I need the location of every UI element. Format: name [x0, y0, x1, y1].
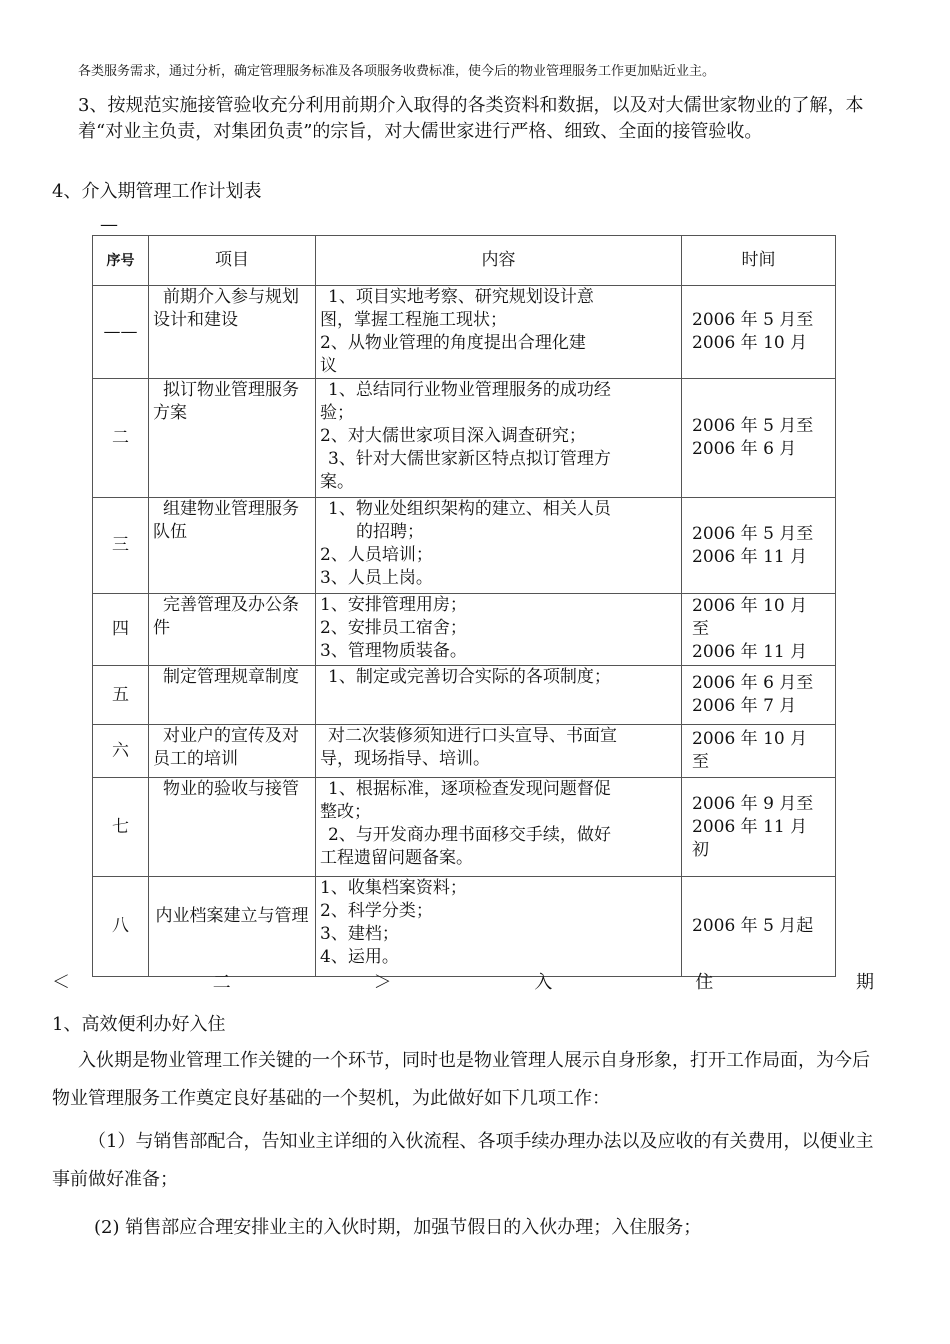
- heading-char: 住: [695, 972, 714, 993]
- time-line: 2006 年 5 月至: [692, 310, 814, 330]
- content-line: 1、根据标准，逐项检查发现问题督促: [328, 779, 611, 799]
- time-line: 初: [692, 839, 709, 860]
- row-number: 六: [93, 725, 149, 778]
- content-line: 1、项目实地考察、研究规划设计意: [328, 287, 594, 307]
- row-time: [682, 594, 836, 666]
- intro-line: 各类服务需求，通过分析，确定管理服务标准及各项服务收费标准，使今后的物业管理服务工作更加贴近业主。: [78, 64, 716, 79]
- row-number: 五: [93, 666, 149, 725]
- row-content: [316, 498, 682, 594]
- row-number: 三: [93, 498, 149, 594]
- time-line: 2006 年 10 月: [692, 729, 808, 749]
- time-line: 2006 年 10 月: [692, 333, 808, 353]
- content-line: 整改；: [320, 802, 371, 822]
- row-time: [682, 877, 836, 977]
- row-item-text: 内业档案建立与管理: [155, 906, 309, 926]
- row-content: [316, 725, 682, 778]
- content-line: 2、科学分类；: [320, 901, 433, 921]
- row-time: [682, 498, 836, 594]
- content-line: 2、安排员工宿舍；: [320, 618, 467, 638]
- content-line: 1、总结同行业物业管理服务的成功经: [328, 380, 611, 400]
- row-number: 八: [93, 877, 149, 977]
- row-item-text: 物业的验收与接管: [163, 779, 299, 799]
- row-item: [149, 286, 316, 379]
- content-line: 1、安排管理用房；: [320, 595, 467, 615]
- row-content: [316, 778, 682, 877]
- table-row: [93, 379, 836, 498]
- table-row: [93, 286, 836, 379]
- content-line: 1、制定或完善切合实际的各项制度；: [328, 667, 611, 687]
- item-4-title: 4、介入期管理工作计划表: [52, 181, 262, 202]
- header-time: 时间: [682, 236, 836, 286]
- row-item: [149, 666, 316, 725]
- time-line: 2006 年 5 月起: [692, 916, 814, 936]
- table-header-row: [93, 236, 836, 286]
- row-time: [682, 286, 836, 379]
- heading-char: 期: [855, 972, 874, 993]
- row-time: [682, 725, 836, 778]
- paragraph-3: (2) 销售部应合理安排业主的入伙时期，加强节假日的入伙办理；入住服务；: [94, 1217, 702, 1238]
- row-number: 四: [93, 594, 149, 666]
- row-item: [149, 725, 316, 778]
- table-row: [93, 877, 836, 977]
- content-line: 导，现场指导、培训。: [320, 749, 490, 769]
- time-line: 2006 年 6 月: [692, 439, 797, 459]
- header-content: 内容: [316, 236, 682, 286]
- content-line: 1、物业处组织架构的建立、相关人员: [328, 499, 611, 519]
- time-line: 至: [692, 752, 709, 772]
- heading-char: ＜: [52, 972, 70, 993]
- row-item-text: 制定管理规章制度: [163, 667, 299, 687]
- row-content: [316, 666, 682, 725]
- row-content: [316, 877, 682, 977]
- heading-char: 二: [212, 972, 231, 993]
- row-item-text: 组建物业管理服务队伍: [153, 499, 299, 542]
- paragraph-1: 入伙期是物业管理工作关键的一个环节，同时也是物业管理人展示自身形象，打开工作局面，为今后物业管理服务工作奠定良好基础的一个契机，为此做好如下几项工作：: [52, 1050, 870, 1109]
- table-row: [93, 666, 836, 725]
- time-line: 2006 年 11 月: [692, 546, 808, 567]
- content-line: 工程遗留问题备案。: [320, 848, 473, 868]
- content-line: 2、从物业管理的角度提出合理化建: [320, 333, 586, 353]
- time-line: 2006 年 7 月: [692, 696, 797, 716]
- content-line: 图，掌握工程施工现状；: [320, 310, 507, 330]
- row-number: ——: [93, 286, 149, 379]
- content-line: 2、与开发商办理书面移交手续，做好: [328, 825, 611, 845]
- content-line: 1、收集档案资料；: [320, 878, 467, 898]
- row-item-text: 前期介入参与规划设计和建设: [153, 287, 299, 330]
- content-line: 对二次装修须知进行口头宣导、书面宣: [328, 726, 617, 746]
- section-2-heading: [52, 968, 874, 994]
- table-row: [93, 498, 836, 594]
- content-line: 2、对大儒世家项目深入调查研究；: [320, 426, 586, 446]
- work-plan-table: [92, 235, 836, 977]
- item-3-paragraph: 3、按规范实施接管验收充分利用前期介入取得的各类资料和数据，以及对大儒世家物业的了解，本着“对业主负责，对集团负责”的宗旨，对大儒世家进行严格、细致、全面的接管验收。: [78, 95, 864, 142]
- row-item-text: 对业户的宣传及对员工的培训: [153, 726, 299, 769]
- row-item-text: 拟订物业管理服务方案: [153, 380, 299, 423]
- row-item: [149, 498, 316, 594]
- content-line: 3、管理物质装备。: [320, 641, 467, 661]
- content-line: 3、建档；: [320, 924, 399, 944]
- row-item-text: 完善管理及办公条件: [153, 595, 299, 638]
- time-line: 2006 年 5 月至: [692, 523, 814, 544]
- content-line: 3、针对大儒世家新区特点拟订管理方: [328, 449, 611, 469]
- row-content: [316, 594, 682, 666]
- time-line: 2006 年 6 月至: [692, 673, 814, 693]
- table-row: [93, 725, 836, 778]
- time-line: 至: [692, 619, 709, 639]
- row-time: [682, 379, 836, 498]
- time-line: 2006 年 11 月: [692, 816, 808, 837]
- subsection-1-title: 1、高效便利办好入住: [52, 1014, 226, 1035]
- row-item: [149, 594, 316, 666]
- time-line: 2006 年 9 月至: [692, 793, 814, 814]
- table-row: [93, 594, 836, 666]
- heading-char: 入: [534, 972, 553, 993]
- table-row: [93, 778, 836, 877]
- header-item: 项目: [149, 236, 316, 286]
- row-item: [149, 379, 316, 498]
- row-number: 二: [93, 379, 149, 498]
- content-line: 验；: [320, 403, 354, 423]
- row-content: [316, 286, 682, 379]
- content-line: 4、运用。: [320, 947, 399, 967]
- row-item: [149, 778, 316, 877]
- paragraph-2: （1）与销售部配合，告知业主详细的入伙流程、各项手续办理办法以及应收的有关费用，以便业主事前做好准备；: [52, 1131, 874, 1190]
- time-line: 2006 年 10 月: [692, 596, 808, 616]
- row-content: [316, 379, 682, 498]
- row-item: [149, 877, 316, 977]
- content-line: 3、人员上岗。: [320, 568, 433, 588]
- heading-char: ＞: [373, 972, 392, 993]
- time-line: 2006 年 11 月: [692, 642, 808, 662]
- content-line: 案。: [320, 472, 354, 492]
- table-mark: —: [100, 214, 118, 235]
- row-time: [682, 666, 836, 725]
- row-time: [682, 778, 836, 877]
- content-line: 的招聘；: [356, 522, 424, 542]
- time-line: 2006 年 5 月至: [692, 416, 814, 436]
- row-number: 七: [93, 778, 149, 877]
- header-no: 序号: [93, 236, 149, 286]
- content-line: 议: [320, 356, 337, 376]
- content-line: 2、人员培训；: [320, 545, 433, 565]
